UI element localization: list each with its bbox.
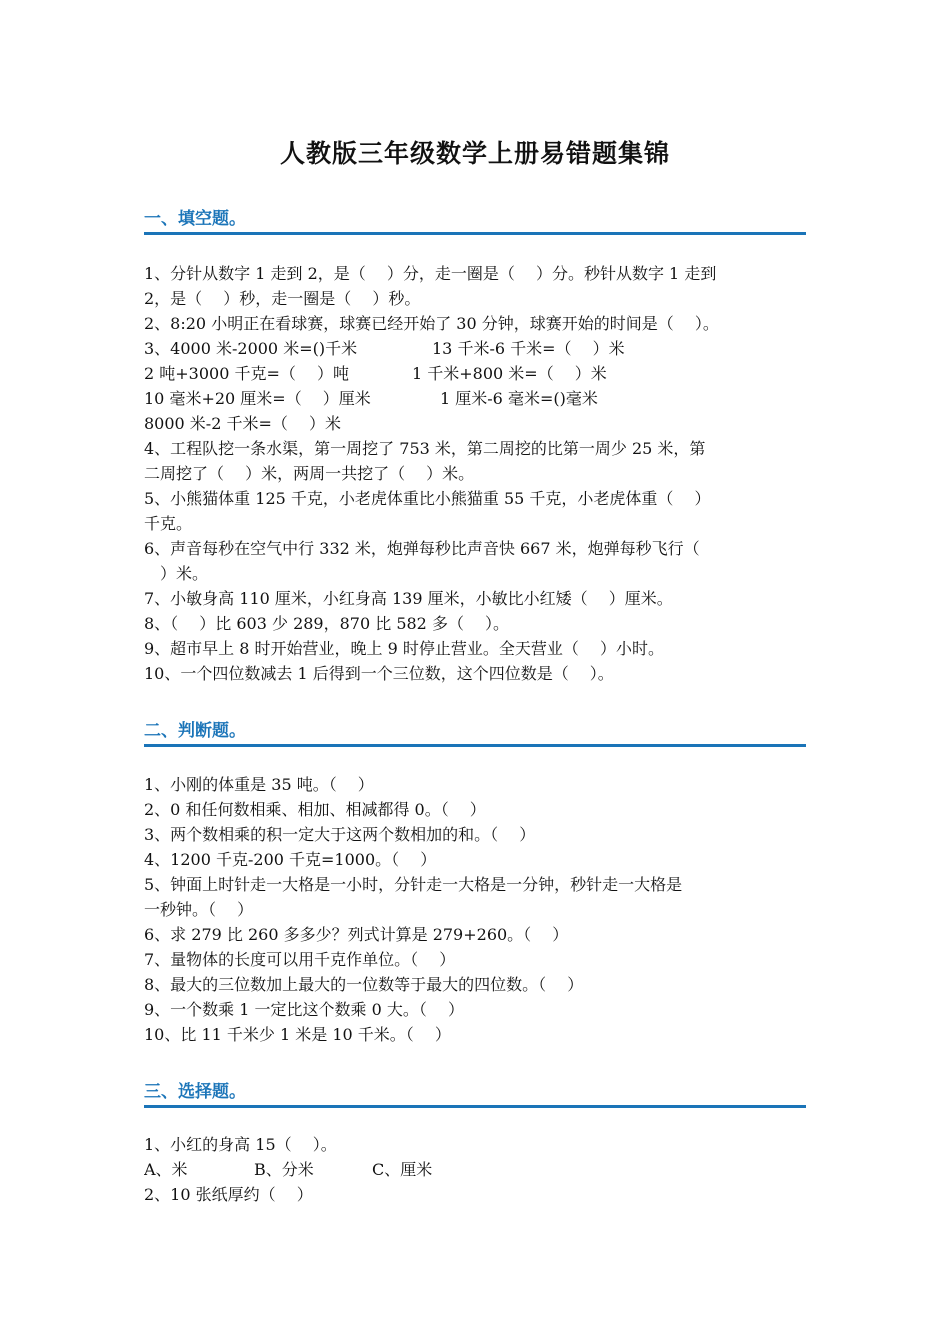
conversion-row xyxy=(144,361,808,386)
question-line: 5、钟面上时针走一大格是一小时，分针走一大格是一分钟，秒针走一大格是 xyxy=(144,875,683,894)
question-line: 7、量物体的长度可以用千克作单位。（ ） xyxy=(144,950,456,969)
question-line: 7、小敏身高 110 厘米，小红身高 139 厘米，小敏比小红矮（ ）厘米。 xyxy=(144,589,673,608)
conversion-left: 10 毫米+20 厘米=（ ）厘米 xyxy=(144,389,371,408)
conversion-left: 3、4000 米-2000 米=()千米 xyxy=(144,339,358,358)
conversion-right: 13 千米-6 千米=（ ）米 xyxy=(432,339,625,358)
question-line: 1、分针从数字 1 走到 2，是（ ）分，走一圈是（ ）分。秒针从数字 1 走到 xyxy=(144,264,717,283)
question-line: 10、一个四位数减去 1 后得到一个三位数，这个四位数是（ ）。 xyxy=(144,664,614,683)
option-b: B、分米 xyxy=(254,1160,314,1179)
question-line: 10、比 11 千米少 1 米是 10 千米。（ ） xyxy=(144,1025,451,1044)
question-line: 一秒钟。（ ） xyxy=(144,900,254,919)
question-line: ）米。 xyxy=(144,564,209,583)
question-line: 6、求 279 比 260 多多少？列式计算是 279+260。（ ） xyxy=(144,925,569,944)
section-title: 二、判断题。 xyxy=(144,721,246,741)
question-line: 4、1200 千克-200 千克=1000。（ ） xyxy=(144,850,437,869)
question-line: 3、两个数相乘的积一定大于这两个数相加的和。（ ） xyxy=(144,825,536,844)
question-line: 2、8:20 小明正在看球赛，球赛已经开始了 30 分钟，球赛开始的时间是（ ）。 xyxy=(144,314,719,333)
question-line: 5、小熊猫体重 125 千克，小老虎体重比小熊猫重 55 千克，小老虎体重（ ） xyxy=(144,489,711,508)
conversion-left: 2 吨+3000 千克=（ ）吨 xyxy=(144,364,349,383)
question-line: 1、小刚的体重是 35 吨。（ ） xyxy=(144,775,374,794)
question-line: 8、（ ）比 603 少 289，870 比 582 多（ ）。 xyxy=(144,614,510,633)
option-c: C、厘米 xyxy=(372,1160,433,1179)
question-line: 二周挖了（ ）米，两周一共挖了（ ）米。 xyxy=(144,464,475,483)
question-line: 9、超市早上 8 时开始营业，晚上 9 时停止营业。全天营业（ ）小时。 xyxy=(144,639,664,658)
question-line: 1、小红的身高 15（ ）。 xyxy=(144,1135,337,1154)
question-line: 2，是（ ）秒，走一圈是（ ）秒。 xyxy=(144,289,421,308)
section-heading-multiple-choice xyxy=(144,1079,806,1108)
question-line: 2、10 张纸厚约（ ） xyxy=(144,1185,313,1204)
question-line: 4、工程队挖一条水渠，第一周挖了 753 米，第二周挖的比第一周少 25 米，第 xyxy=(144,439,706,458)
question-line: 8、最大的三位数加上最大的一位数等于最大的四位数。（ ） xyxy=(144,975,584,994)
conversion-row xyxy=(144,336,808,361)
question-line: 千克。 xyxy=(144,514,193,533)
section-heading-fill-in xyxy=(144,206,806,235)
document-title: 人教版三年级数学上册易错题集锦 xyxy=(279,139,670,168)
conversion-row xyxy=(144,386,808,411)
conversion-row xyxy=(144,411,808,436)
option-a: A、米 xyxy=(144,1160,188,1179)
section-title: 三、选择题。 xyxy=(144,1082,246,1102)
fill-in-questions xyxy=(144,261,808,686)
question-line: 6、声音每秒在空气中行 332 米，炮弹每秒比声音快 667 米，炮弹每秒飞行（ xyxy=(144,539,700,558)
multiple-choice-questions xyxy=(144,1132,808,1207)
conversion-right: 1 千米+800 米=（ ）米 xyxy=(412,364,607,383)
true-false-questions xyxy=(144,772,808,1047)
section-heading-true-false xyxy=(144,718,806,747)
conversion-right: 1 厘米-6 毫米=()毫米 xyxy=(440,389,598,408)
question-line: 9、一个数乘 1 一定比这个数乘 0 大。（ ） xyxy=(144,1000,464,1019)
section-title: 一、填空题。 xyxy=(144,209,246,229)
question-line: 2、0 和任何数相乘、相加、相减都得 0。（ ） xyxy=(144,800,486,819)
answer-options xyxy=(144,1157,808,1182)
conversion-left: 8000 米-2 千米=（ ）米 xyxy=(144,414,341,433)
